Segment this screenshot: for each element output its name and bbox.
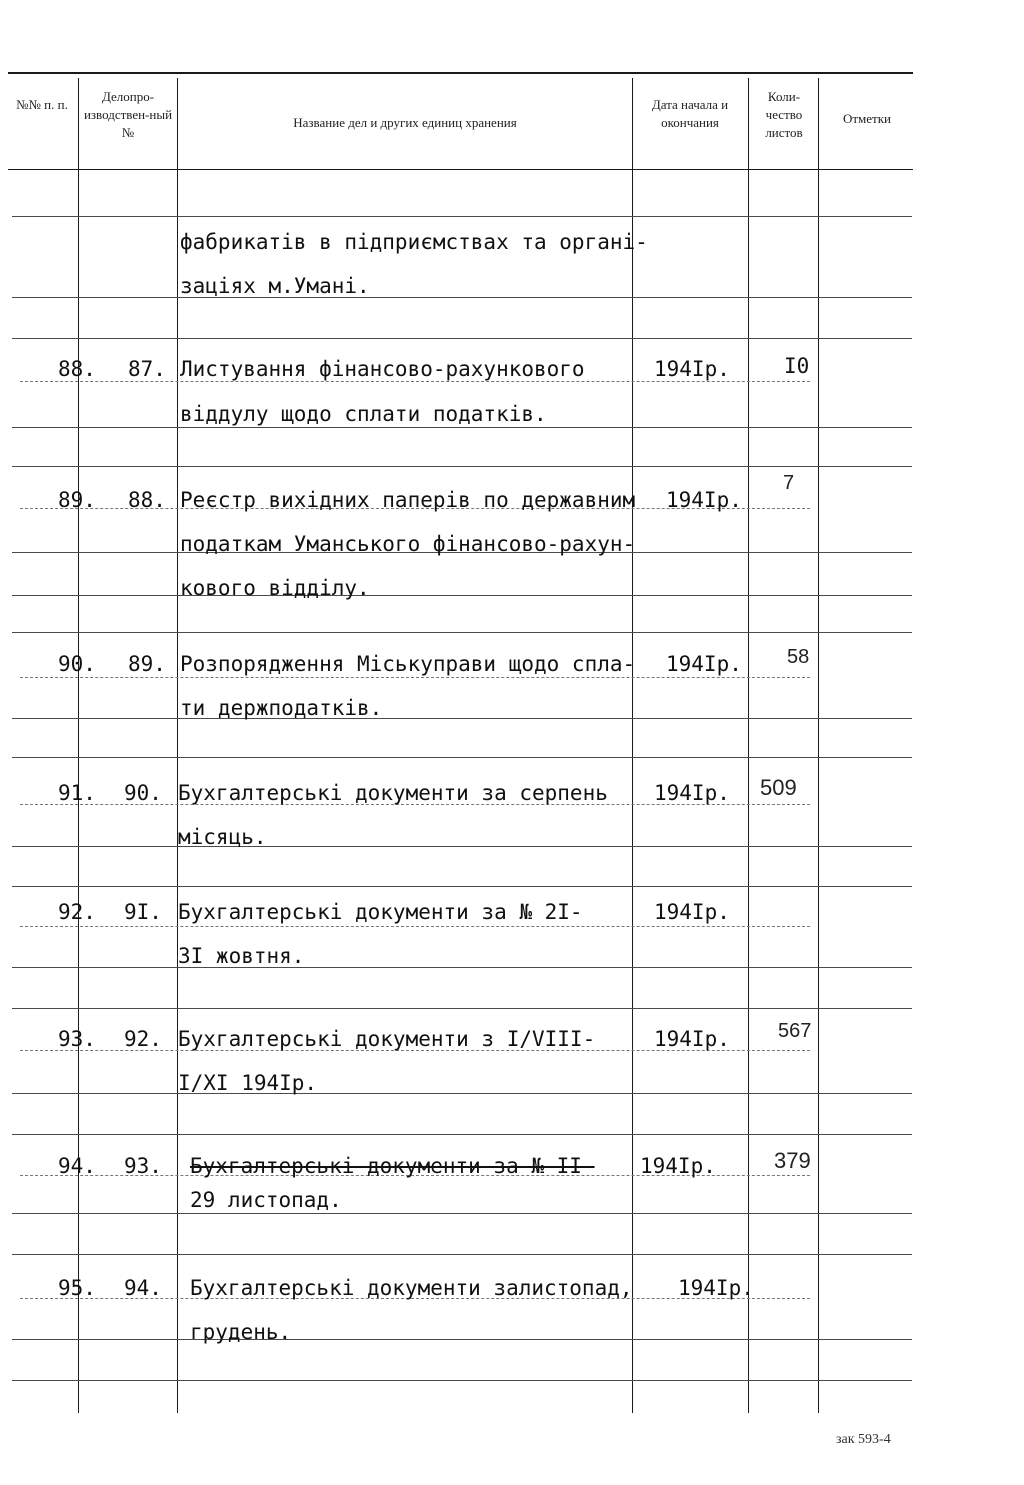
item-title-line: Реєстр вихідних паперів по державним: [180, 488, 636, 512]
item-title-line: Бухгалтерські документи за № II-: [190, 1154, 595, 1178]
item-date: 194Iр.: [654, 900, 730, 924]
row-number: 88.: [58, 357, 96, 381]
item-title-line: ти держподатків.: [180, 696, 383, 720]
row-number: 93.: [58, 1027, 96, 1051]
print-order-number: зак 593-4: [836, 1432, 891, 1447]
header-col-sheets: Коли-чество листов: [765, 89, 803, 140]
office-number: 93.: [124, 1154, 162, 1178]
item-date: 194Iр.: [654, 357, 730, 381]
office-number: 9I.: [124, 900, 162, 924]
office-number: 88.: [128, 488, 166, 512]
item-title-line: віддулу щодо сплати податків.: [180, 402, 547, 426]
item-title-line: кового відділу.: [180, 576, 370, 600]
item-title-line: Розпорядження Міськуправи щодо спла-: [180, 652, 636, 676]
item-title-line: 3I жовтня.: [178, 944, 305, 968]
row-number: 92.: [58, 900, 96, 924]
office-number: 90.: [124, 781, 162, 805]
item-title-line: Бухгалтерські документи за серпень: [178, 781, 608, 805]
item-title-line: грудень.: [190, 1320, 292, 1344]
row-number: 95.: [58, 1276, 96, 1300]
item-sheets: 7: [783, 472, 795, 494]
item-title-line: I/XI 194Iр.: [178, 1071, 318, 1095]
item-sheets: 379: [774, 1148, 811, 1173]
row-number: 89.: [58, 488, 96, 512]
item-title-line: Бухгалтерські документи за № 2I-: [178, 900, 583, 924]
office-number: 92.: [124, 1027, 162, 1051]
item-title-line: податкам Уманського фінансово-рахун-: [180, 532, 636, 556]
office-number: 89.: [128, 652, 166, 676]
item-sheets: 567: [778, 1020, 812, 1042]
header-col-no: №№ п. п.: [16, 97, 68, 112]
item-date: 194Iр.: [654, 781, 730, 805]
item-date: 194Iр.: [666, 488, 742, 512]
header-col-notes: Отметки: [842, 111, 892, 126]
continuation-line: фабрикатів в підприємствах та органі-: [180, 230, 648, 254]
item-sheets: I0: [784, 354, 810, 378]
item-title-line: Бухгалтерські документи залистопад,: [190, 1276, 633, 1300]
office-number: 94.: [124, 1276, 162, 1300]
continuation-line: заціях м.Умані.: [180, 274, 370, 298]
item-date: 194Iр.: [666, 652, 742, 676]
header-col-office-no: Делопро-изводствен-ный №: [83, 89, 173, 140]
item-title-line: Бухгалтерські документи з I/VIII-: [178, 1027, 596, 1051]
row-number: 90.: [58, 652, 96, 676]
item-title-line: 29 листопад.: [190, 1188, 342, 1212]
header-col-dates: Дата начала и окончания: [651, 97, 729, 130]
item-title-line: Листування фінансово-рахункового: [180, 357, 585, 381]
item-date: 194Iр.: [678, 1276, 754, 1300]
row-number: 91.: [58, 781, 96, 805]
item-date: 194Iр.: [654, 1027, 730, 1051]
item-sheets: 509: [760, 775, 797, 800]
item-date: 194Iр.: [640, 1154, 716, 1178]
item-title-line: місяць.: [178, 825, 267, 849]
item-sheets: 58: [787, 646, 810, 668]
header-col-title: Название дел и других единиц хранения: [293, 115, 517, 130]
row-number: 94.: [58, 1154, 96, 1178]
office-number: 87.: [128, 357, 166, 381]
